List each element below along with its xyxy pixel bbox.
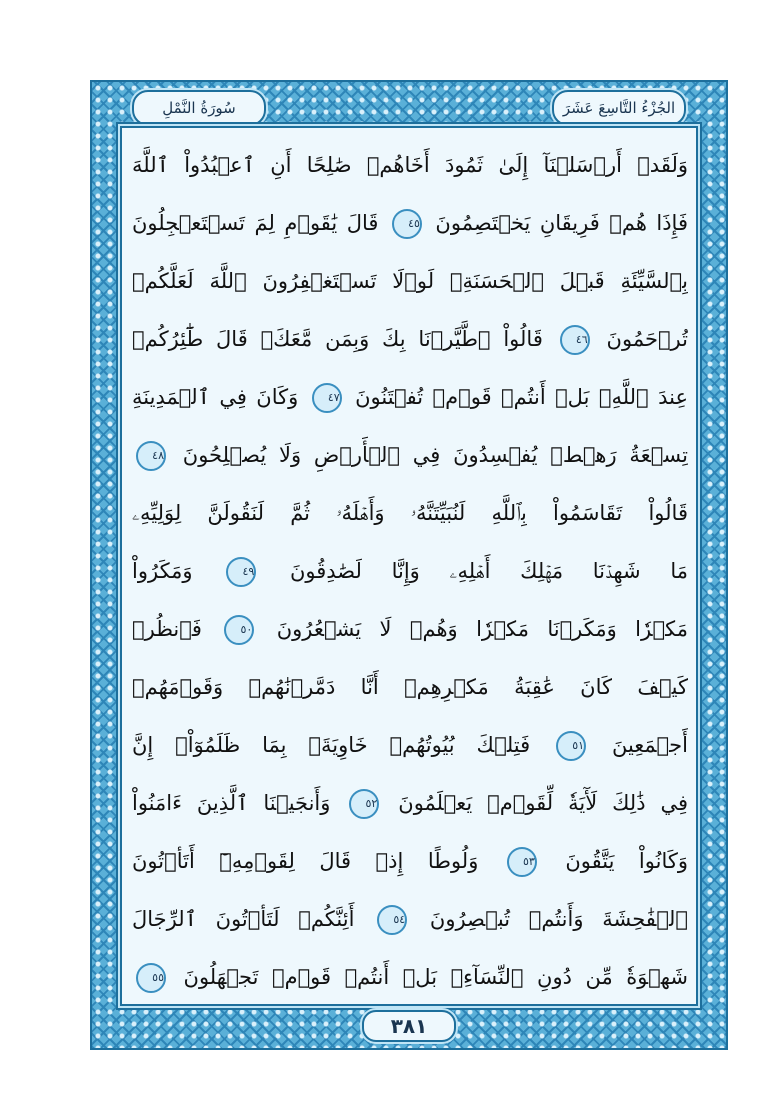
verse-line [132,658,688,716]
verse-line [132,890,688,948]
verse-text-continued: قَالُواْ ٱطَّيَّرۡنَا بِكَ وَبِمَن مَّعَكَۚ قَالَ طَٰٓئِرُكُمۡ [132,327,543,351]
verse-line [132,136,688,194]
verse-text: مَكۡرٗا وَمَكَرۡنَا مَكۡرٗا وَهُمۡ لَا يَشۡعُرُونَ [276,617,688,641]
verse-text: تُرۡحَمُونَ [606,327,688,351]
verse-text-continued: فَتِلۡكَ بُيُوتُهُمۡ خَاوِيَةَۢ بِمَا ظَلَمُوٓاْۚ إِنَّ [132,733,531,757]
verse-line [132,948,688,1006]
verse-line [132,542,688,600]
verse-text: وَلَقَدۡ أَرۡسَلۡنَآ إِلَىٰ ثَمُودَ أَخَاهُمۡ صَٰلِحًا أَنِ ٱعۡبُدُواْ ٱللَّهَ [132,153,688,177]
text-panel [120,126,698,1006]
verse-text-continued: قَالَ يَٰقَوۡمِ لِمَ تَسۡتَعۡجِلُونَ [132,211,379,235]
surah-header: سُورَةُ النَّمْلِ [132,90,266,126]
ayah-number-marker: ٥٢ [349,789,379,819]
verse-line [132,832,688,890]
verse-text: وَكَانُواْ يَتَّقُونَ [565,849,688,873]
verse-lines [132,136,688,1006]
page-number: ٣٨١ [362,1010,456,1042]
ayah-number-marker: ٥٣ [507,847,537,877]
verse-text: ٱلۡفَٰحِشَةَ وَأَنتُمۡ تُبۡصِرُونَ [429,907,688,931]
juz-header: الجُزْءُ التَّاسِعَ عَشَرَ [552,90,686,126]
ayah-number-marker: ٤٦ [560,325,590,355]
verse-text: قَالُواْ تَقَاسَمُواْ بِٱللَّهِ لَنُبَيِّتَنَّهُۥ وَأَهۡلَهُۥ ثُمَّ لَنَقُولَنَّ لِوَلِيِّهِۦ [132,501,688,525]
ayah-number-marker: ٥٥ [136,963,166,993]
verse-line [132,774,688,832]
verse-line [132,252,688,310]
verse-text-continued: وَأَنجَيۡنَا ٱلَّذِينَ ءَامَنُواْ [132,791,331,815]
verse-text-continued: وَمَكَرُواْ [132,559,193,583]
verse-line [132,716,688,774]
verse-line [132,426,688,484]
verse-text: شَهۡوَةٗ مِّن دُونِ ٱلنِّسَآءِۚ بَلۡ أَنتُمۡ قَوۡمٞ تَجۡهَلُونَ [183,965,688,989]
ayah-number-marker: ٤٥ [392,209,422,239]
verse-text-continued: وَكَانَ فِي ٱلۡمَدِينَةِ [132,385,299,409]
verse-text: كَيۡفَ كَانَ عَٰقِبَةُ مَكۡرِهِمۡ أَنَّا دَمَّرۡنَٰهُمۡ وَقَوۡمَهُمۡ [132,675,688,699]
verse-text: أَجۡمَعِينَ [611,733,688,757]
verse-line [132,310,688,368]
verse-text: بِٱلسَّيِّئَةِ قَبۡلَ ٱلۡحَسَنَةِۖ لَوۡلَا تَسۡتَغۡفِرُونَ ٱللَّهَ لَعَلَّكُمۡ [132,269,688,293]
verse-text-continued: أَئِنَّكُمۡ لَتَأۡتُونَ ٱلرِّجَالَ [132,907,355,931]
ayah-number-marker: ٥١ [556,731,586,761]
ayah-number-marker: ٤٨ [136,441,166,471]
ayah-number-marker: ٤٩ [226,557,256,587]
verse-text: فَإِذَا هُمۡ فَرِيقَانِ يَخۡتَصِمُونَ [435,211,688,235]
verse-text: تِسۡعَةُ رَهۡطٖ يُفۡسِدُونَ فِي ٱلۡأَرۡضِ وَلَا يُصۡلِحُونَ [182,443,688,467]
verse-text-continued: وَلُوطًا إِذۡ قَالَ لِقَوۡمِهِۦٓ أَتَأۡتُونَ [132,849,479,873]
verse-text-continued: فَٱنظُرۡ [132,617,202,641]
verse-text: عِندَ ٱللَّهِۖ بَلۡ أَنتُمۡ قَوۡمٞ تُفۡتَنُونَ [355,385,688,409]
verse-text: فِي ذَٰلِكَ لَأٓيَةٗ لِّقَوۡمٖ يَعۡلَمُونَ [398,791,688,815]
ayah-number-marker: ٥٠ [224,615,254,645]
verse-line [132,368,688,426]
verse-line [132,194,688,252]
page-frame [90,80,728,1050]
verse-line [132,484,688,542]
ayah-number-marker: ٤٧ [312,383,342,413]
verse-text: مَا شَهِدۡنَا مَهۡلِكَ أَهۡلِهِۦ وَإِنَّا لَصَٰدِقُونَ [289,559,688,583]
ayah-number-marker: ٥٤ [377,905,407,935]
verse-line [132,600,688,658]
